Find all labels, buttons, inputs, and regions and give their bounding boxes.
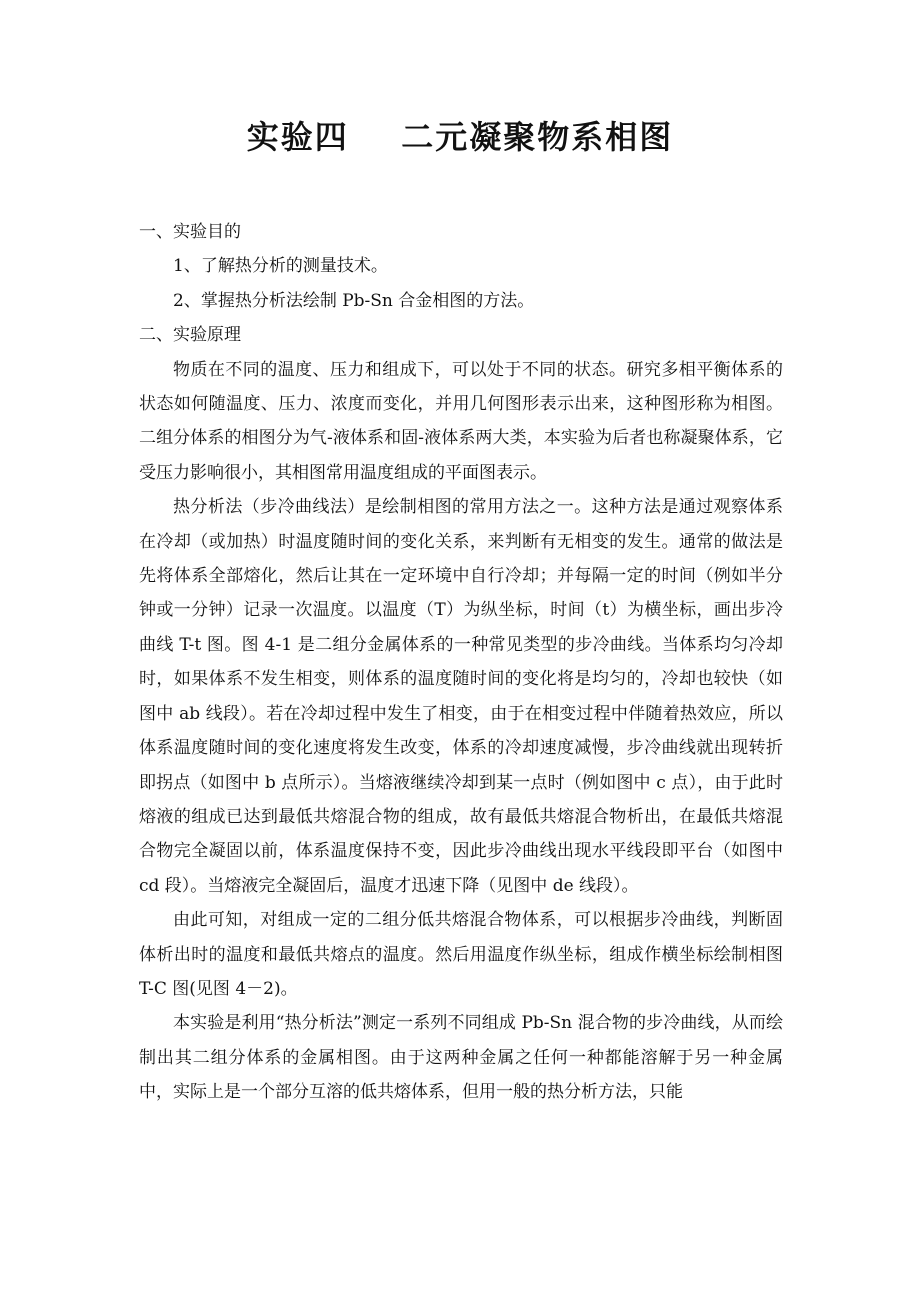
page-title: 实验四 二元凝聚物系相图 [246,118,674,156]
document-body [139,215,783,1110]
section-heading-objectives: 一、实验目的 [139,222,241,242]
section-heading-principle: 二、实验原理 [139,325,241,346]
principle-paragraph-1: 物质在不同的温度、压力和组成下，可以处于不同的状态。研究多相平衡体系的状态如何随温度、压力、浓度而变化，并用几何图形表示出来，这种图形称为相图。二组分体系的相图分为气-液体系和固-液体系两大类，本实验为后者也称凝聚体系，它受压力影响很小，其相图常用温度组成的平面图表示。 [139,359,783,483]
principle-paragraph-4: 本实验是利用“热分析法”测定一系列不同组成 Pb-Sn 混合物的步冷曲线，从而绘制出其二组分体系的金属相图。由于这两种金属之任何一种都能溶解于另一种金属中，实际上是一个部分互溶的低共熔体系，但用一般的热分析方法，只能 [139,1013,783,1103]
objective-item-1: 1、了解热分析的测量技术。 [173,256,388,277]
objective-item-2: 2、掌握热分析法绘制 Pb-Sn 合金相图的方法。 [173,290,535,311]
principle-paragraph-2: 热分析法（步冷曲线法）是绘制相图的常用方法之一。这种方法是通过观察体系在冷却（或加热）时温度随时间的变化关系，来判断有无相变的发生。通常的做法是先将体系全部熔化，然后让其在一定环境中自行冷却；并每隔一定的时间（例如半分钟或一分钟）记录一次温度。以温度（T）为纵坐标，时间（t）为横坐标，画出步冷曲线 T-t 图。图 4-1 是二组分金属体系的一种常见类型的步冷曲线。当体系均匀冷却时，如果体系不发生相变，则体系的温度随时间的变化将是均匀的，冷却也较快（如图中 ab 线段）。若在冷却过程中发生了相变，由于在相变过程中伴随着热效应，所以体系温度随时间的变化速度将发生改变，体系的冷却速度减慢，步冷曲线就出现转折即拐点（如图中 b 点所示）。当熔液继续冷却到某一点时（例如图中 c 点），由于此时熔液的组成已达到最低共熔混合物的组成，故有最低共熔混合物析出，在最低共熔混合物完全凝固以前，体系温度保持不变，因此步冷曲线出现水平线段即平台（如图中 cd 段）。当熔液完全凝固后，温度才迅速下降（见图中 de 线段）。 [139,497,783,896]
principle-paragraph-3: 由此可知，对组成一定的二组分低共熔混合物体系，可以根据步冷曲线，判断固体析出时的温度和最低共熔点的温度。然后用温度作纵坐标，组成作横坐标绘制相图 T-C 图(见图 4－2)。 [139,910,783,999]
